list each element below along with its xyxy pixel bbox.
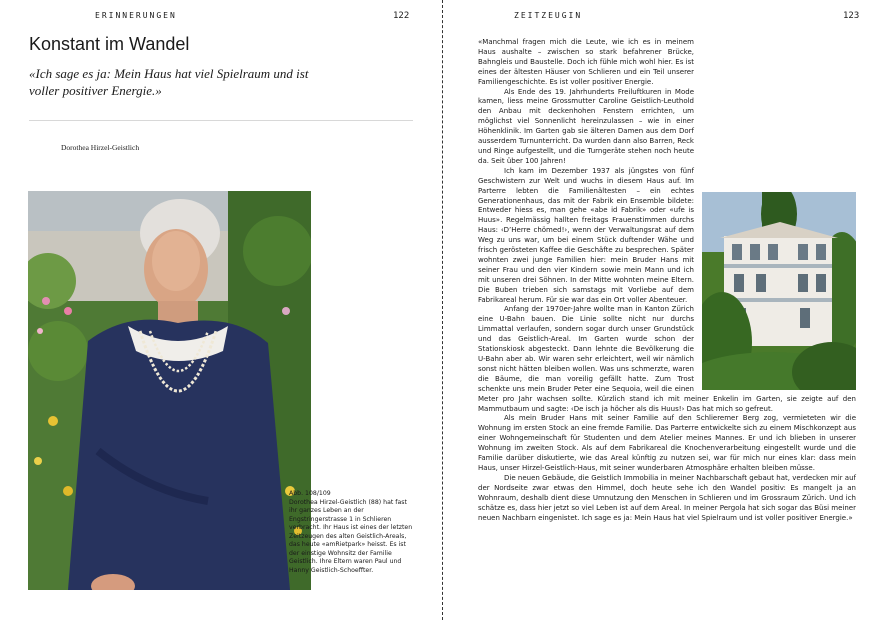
divider — [29, 120, 413, 121]
page-number-left: 122 — [393, 11, 410, 21]
body-paragraph: Als mein Bruder Hans mit seiner Familie auf den Schlieremer Berg zog, vermieteten wir die Wohnung im ersten Stock an eine fremde Familie. Das Parterre entwickelte sich zu einem Mischkonzept aus einer Wohngemeinschaft für Studenten und dem Atelier meines Mannes. Er und ich blieben in unserer Wohnung im zweiten Stock. Als auf dem Fabrikareal die Knochenverarbeitung eingestellt wurde und die Familie darüber diskutierte, wie das Areal künftig zu nutzen sei, war für mich nur eines klar: dass mein Haus, unser Hirzel-Geistlich-Haus, mit seiner wunderbaren Atmosphäre erhalten bleiben müsse. — [478, 414, 856, 472]
page-number-right: 123 — [843, 11, 860, 21]
portrait-photo — [28, 191, 311, 590]
article-body — [478, 38, 856, 523]
caption-text: Dorothea Hirzel-Geistlich (88) hat fast ihr ganzes Leben an der Engstringerstrasse 1 in Schlieren verbracht. Ihr Haus ist eines der letzten Zeitzeugen des alten Geistlich-Areals, das heute «amRietpark» heisst. Es ist der einstige Wohnsitz der Familie Geistlich. Ihre Eltern waren Paul und Hanny Geistlich-Schoeffter. — [289, 498, 413, 574]
pull-quote: «Ich sage es ja: Mein Haus hat viel Spielraum und ist voller positiver Energie.» — [29, 66, 309, 98]
body-paragraph: Als Ende des 19. Jahrhunderts Freiluftkuren in Mode kamen, liess meine Grossmutter Caroline Geistlich-Leuthold den Anbau mit deckenhohen Fenstern errichten, um möglichst viel Sonnenlicht hereinzulassen – wie in einer Höhenklinik. Im Garten gab sie älteren Damen aus dem Dorf ausserdem Turnunterricht. Da wurden dann also Barren, Reck und Ringe aufgestellt, und die Turngeräte stehen noch heute da. Seit über 100 Jahren! — [478, 87, 694, 165]
author-name: Dorothea Hirzel-Geistlich — [61, 143, 140, 152]
running-head-left: ERINNERUNGEN — [95, 11, 177, 20]
body-paragraph: Anfang der 1970er-Jahre wollte man in Kanton Zürich eine U-Bahn bauen. Die Linie sollte nicht nur durchs Limmattal verlaufen, sondern sogar durch unser Grundstück und das Geistlich-Areal. Im Garten wurde schon der Stationskiosk abgesteckt. Dann lehnte die Bevölkerung die U-Bahn aber ab. Wir waren sehr erleichtert, weil wir nämlich sonst nicht hätten bleiben wollen. Was uns schmerzte, waren die Bäume, die man voreilig gefällt hatte. Zum Trost schenkte uns mein Bruder Peter eine Sequoia, weil die einen Meter pro Jahr wachsen sollte. Kürzlich stand ich mit meiner Enkelin im Garten, sie zeigte auf den Mammutbaum und sagte: ‹De isch ja höcher als dis Huus!› Das hat mich so gefreut. — [478, 305, 856, 413]
house-photo — [702, 192, 856, 390]
body-paragraph: Die neuen Gebäude, die Geistlich Immobilia in meiner Nachbarschaft gebaut hat, verdecken mir auf der Nordseite zwar etwas den Himmel, doch heute sehe ich den Wandel positiv: Es mangelt ja an Wohnraum, deshalb dient diese Umnutzung den Menschen in Schlieren und im Grossraum Zürich. Und ich schätze es, dass hier jetzt so viel Leben ist auf dem Areal. In meiner Pergola hat sich sogar das Büsi meiner neuen Nachbarn eingenistet. Ich sage es ja: Mein Haus hat viel Spielraum und ist voller positiver Energie.» — [478, 473, 856, 522]
body-paragraph: Ich kam im Dezember 1937 als jüngstes von fünf Geschwistern zur Welt und wuchs in diesem Haus auf. Im Parterre lebten die Familienältesten – ein echtes Generationenhaus, das mit der Fabrik ein Ensemble bildete: Entweder hiess es, man gehe «abe id Fabrik» oder «ufe is Huus». Regelmässig hallten freitags Frauenstimmen durchs Haus: ‹D’Herre chömed!›, wenn der Verwaltungsrat auf dem Weg zu uns war, um bei einem Stück duftender Wähe und frisch gerösteten Kaffee die Geschäfte zu besprechen. Später wohnten zwei junge Familien hier: mein Bruder Hans mit seiner Frau und den vier Kindern sowie mein Mann und ich mit unseren drei Söhnen. In der Mitte wohnten meine Eltern. Die Buben trieben sich samstags mit Vorliebe auf dem Fabrikareal herum. Für sie war das ein Ort voller Abenteuer. — [478, 166, 694, 304]
caption-figure-number: Abb. 108/109 — [289, 490, 331, 497]
running-head-right: ZEITZEUGIN — [514, 11, 583, 20]
photo-caption — [289, 490, 417, 575]
body-paragraph: «Manchmal fragen mich die Leute, wie ich es in meinem Haus aushalte – zwischen so stark befahrener Brücke, Bahngleis und Baustelle. Doch ich fühle mich wohl hier. Es ist eines der ältesten Häuser von Schlieren und ein Teil unserer Familiengeschichte. Es ist voller positiver Energie. — [478, 38, 694, 86]
article-title: Konstant im Wandel — [29, 34, 190, 54]
